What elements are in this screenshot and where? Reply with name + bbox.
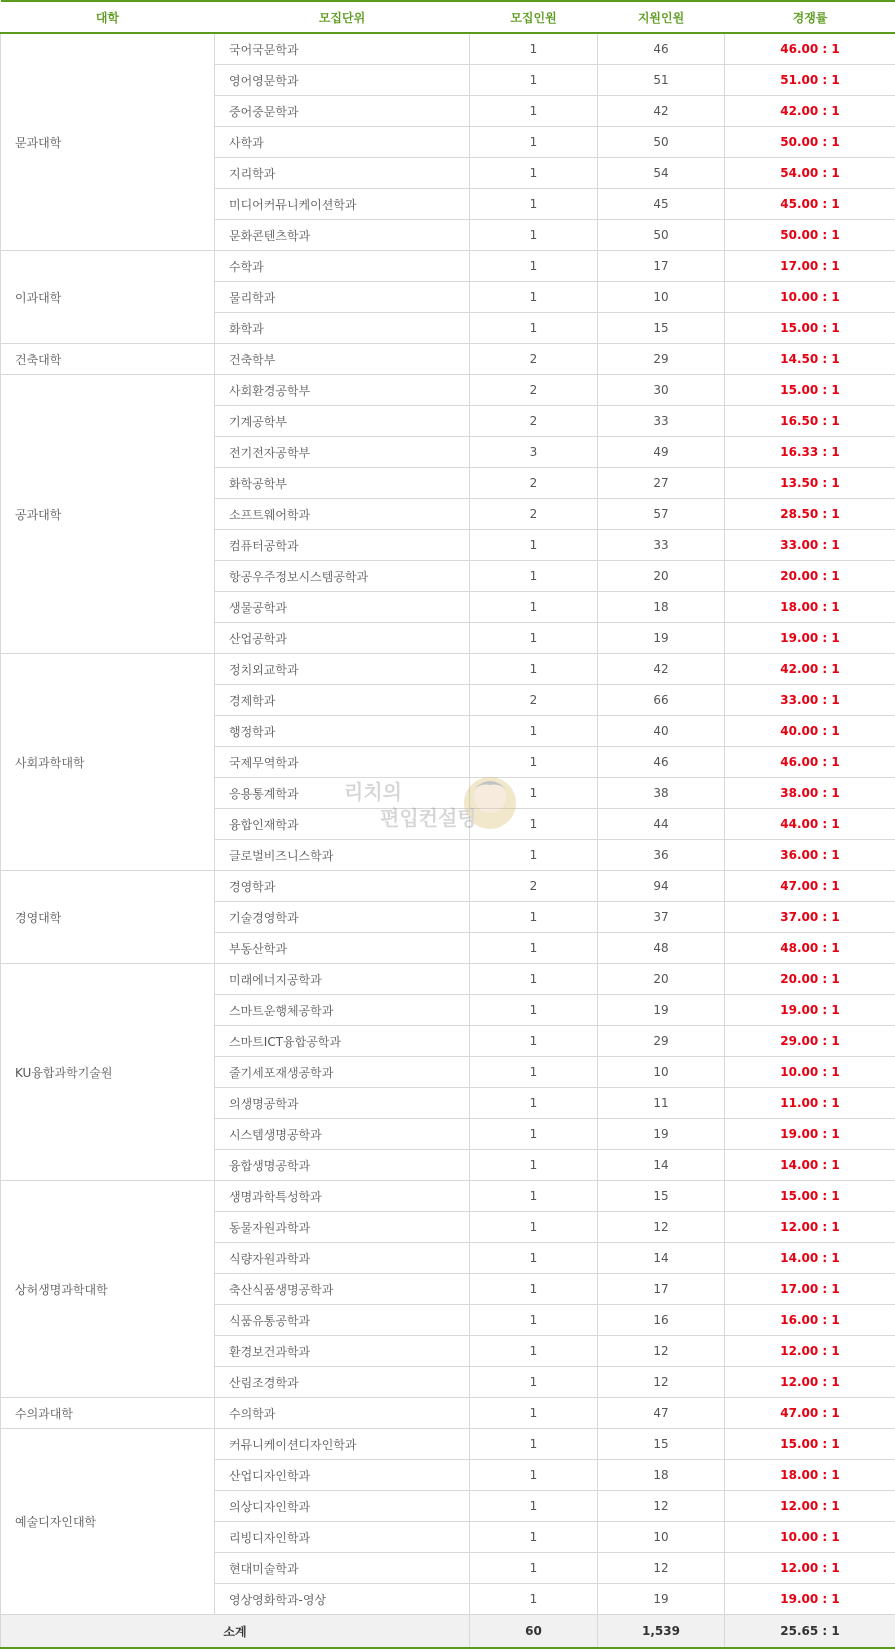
quota-cell: 1	[470, 96, 598, 127]
unit-cell: 융합인재학과	[215, 809, 470, 840]
applicants-cell: 42	[598, 654, 725, 685]
rate-cell: 17.00 : 1	[725, 1274, 895, 1305]
quota-cell: 2	[470, 344, 598, 375]
quota-cell: 1	[470, 1212, 598, 1243]
table-row	[1, 251, 895, 282]
unit-cell: 식량자원과학과	[215, 1243, 470, 1274]
quota-cell: 1	[470, 65, 598, 96]
quota-cell: 1	[470, 1057, 598, 1088]
applicants-cell: 50	[598, 220, 725, 251]
rate-cell: 16.00 : 1	[725, 1305, 895, 1336]
rate-cell: 50.00 : 1	[725, 220, 895, 251]
applicants-cell: 14	[598, 1150, 725, 1181]
rate-cell: 36.00 : 1	[725, 840, 895, 871]
applicants-cell: 18	[598, 592, 725, 623]
unit-cell: 컴퓨터공학과	[215, 530, 470, 561]
rate-cell: 28.50 : 1	[725, 499, 895, 530]
table-row	[1, 33, 895, 65]
rate-cell: 37.00 : 1	[725, 902, 895, 933]
unit-cell: 화학과	[215, 313, 470, 344]
rate-cell: 14.00 : 1	[725, 1150, 895, 1181]
quota-cell: 1	[470, 1243, 598, 1274]
college-cell: 공과대학	[1, 375, 215, 654]
rate-cell: 19.00 : 1	[725, 1119, 895, 1150]
unit-cell: 커뮤니케이션디자인학과	[215, 1429, 470, 1460]
unit-cell: 행정학과	[215, 716, 470, 747]
unit-cell: 수학과	[215, 251, 470, 282]
applicants-cell: 19	[598, 623, 725, 654]
unit-cell: 경영학과	[215, 871, 470, 902]
quota-cell: 1	[470, 313, 598, 344]
rate-cell: 11.00 : 1	[725, 1088, 895, 1119]
unit-cell: 생명과학특성학과	[215, 1181, 470, 1212]
unit-cell: 응용통계학과	[215, 778, 470, 809]
rate-cell: 16.50 : 1	[725, 406, 895, 437]
table-row	[1, 344, 895, 375]
rate-cell: 47.00 : 1	[725, 871, 895, 902]
unit-cell: 글로벌비즈니스학과	[215, 840, 470, 871]
applicants-cell: 57	[598, 499, 725, 530]
table-row	[1, 654, 895, 685]
unit-cell: 현대미술학과	[215, 1553, 470, 1584]
table-row	[1, 964, 895, 995]
rate-cell: 14.50 : 1	[725, 344, 895, 375]
header-unit: 모집단위	[215, 1, 470, 33]
applicants-cell: 11	[598, 1088, 725, 1119]
quota-cell: 1	[470, 1522, 598, 1553]
applicants-cell: 17	[598, 251, 725, 282]
unit-cell: 미디어커뮤니케이션학과	[215, 189, 470, 220]
applicants-cell: 45	[598, 189, 725, 220]
unit-cell: 지리학과	[215, 158, 470, 189]
unit-cell: 정치외교학과	[215, 654, 470, 685]
unit-cell: 식품유통공학과	[215, 1305, 470, 1336]
unit-cell: 소프트웨어학과	[215, 499, 470, 530]
applicants-cell: 12	[598, 1367, 725, 1398]
rate-cell: 15.00 : 1	[725, 375, 895, 406]
quota-cell: 1	[470, 1491, 598, 1522]
quota-cell: 1	[470, 1305, 598, 1336]
unit-cell: 스마트ICT융합공학과	[215, 1026, 470, 1057]
unit-cell: 물리학과	[215, 282, 470, 313]
rate-cell: 42.00 : 1	[725, 654, 895, 685]
rate-cell: 15.00 : 1	[725, 313, 895, 344]
applicants-cell: 30	[598, 375, 725, 406]
quota-cell: 1	[470, 1336, 598, 1367]
quota-cell: 2	[470, 871, 598, 902]
rate-cell: 16.33 : 1	[725, 437, 895, 468]
quota-cell: 2	[470, 499, 598, 530]
quota-cell: 3	[470, 437, 598, 468]
quota-cell: 1	[470, 933, 598, 964]
quota-cell: 1	[470, 1274, 598, 1305]
rate-cell: 10.00 : 1	[725, 1522, 895, 1553]
rate-cell: 12.00 : 1	[725, 1336, 895, 1367]
rate-cell: 33.00 : 1	[725, 685, 895, 716]
quota-cell: 1	[470, 1026, 598, 1057]
total-row	[1, 1615, 895, 1649]
applicants-cell: 15	[598, 313, 725, 344]
college-cell: 사회과학대학	[1, 654, 215, 871]
rate-cell: 18.00 : 1	[725, 1460, 895, 1491]
rate-cell: 12.00 : 1	[725, 1367, 895, 1398]
quota-cell: 1	[470, 747, 598, 778]
rate-cell: 12.00 : 1	[725, 1491, 895, 1522]
rate-cell: 15.00 : 1	[725, 1181, 895, 1212]
rate-cell: 12.00 : 1	[725, 1553, 895, 1584]
quota-cell: 1	[470, 158, 598, 189]
unit-cell: 줄기세포재생공학과	[215, 1057, 470, 1088]
unit-cell: 영어영문학과	[215, 65, 470, 96]
applicants-cell: 66	[598, 685, 725, 716]
rate-cell: 19.00 : 1	[725, 623, 895, 654]
unit-cell: 부동산학과	[215, 933, 470, 964]
applicants-cell: 50	[598, 127, 725, 158]
rate-cell: 48.00 : 1	[725, 933, 895, 964]
quota-cell: 2	[470, 468, 598, 499]
applicants-cell: 48	[598, 933, 725, 964]
college-cell: 경영대학	[1, 871, 215, 964]
rate-cell: 45.00 : 1	[725, 189, 895, 220]
applicants-cell: 15	[598, 1181, 725, 1212]
unit-cell: 동물자원과학과	[215, 1212, 470, 1243]
rate-cell: 13.50 : 1	[725, 468, 895, 499]
rate-cell: 42.00 : 1	[725, 96, 895, 127]
rate-cell: 38.00 : 1	[725, 778, 895, 809]
applicants-cell: 38	[598, 778, 725, 809]
unit-cell: 융합생명공학과	[215, 1150, 470, 1181]
applicants-cell: 20	[598, 964, 725, 995]
unit-cell: 국제무역학과	[215, 747, 470, 778]
quota-cell: 1	[470, 1150, 598, 1181]
unit-cell: 사회환경공학부	[215, 375, 470, 406]
applicants-cell: 44	[598, 809, 725, 840]
unit-cell: 전기전자공학부	[215, 437, 470, 468]
applicants-cell: 33	[598, 406, 725, 437]
applicants-cell: 42	[598, 96, 725, 127]
total-applicants: 1,539	[598, 1615, 725, 1649]
unit-cell: 산업디자인학과	[215, 1460, 470, 1491]
unit-cell: 산림조경학과	[215, 1367, 470, 1398]
rate-cell: 20.00 : 1	[725, 561, 895, 592]
quota-cell: 1	[470, 654, 598, 685]
quota-cell: 1	[470, 902, 598, 933]
applicants-cell: 10	[598, 1522, 725, 1553]
applicants-cell: 19	[598, 995, 725, 1026]
unit-cell: 의상디자인학과	[215, 1491, 470, 1522]
applicants-cell: 10	[598, 1057, 725, 1088]
applicants-cell: 47	[598, 1398, 725, 1429]
table-row	[1, 1429, 895, 1460]
quota-cell: 1	[470, 220, 598, 251]
applicants-cell: 17	[598, 1274, 725, 1305]
rate-cell: 10.00 : 1	[725, 282, 895, 313]
unit-cell: 영상영화학과-영상	[215, 1584, 470, 1615]
unit-cell: 의생명공학과	[215, 1088, 470, 1119]
header-quota: 모집인원	[470, 1, 598, 33]
quota-cell: 1	[470, 623, 598, 654]
unit-cell: 사학과	[215, 127, 470, 158]
total-label: 소계	[1, 1615, 470, 1649]
applicants-cell: 27	[598, 468, 725, 499]
rate-cell: 19.00 : 1	[725, 995, 895, 1026]
college-cell: 이과대학	[1, 251, 215, 344]
quota-cell: 1	[470, 809, 598, 840]
rate-cell: 54.00 : 1	[725, 158, 895, 189]
rate-cell: 17.00 : 1	[725, 251, 895, 282]
applicants-cell: 29	[598, 1026, 725, 1057]
unit-cell: 중어중문학과	[215, 96, 470, 127]
unit-cell: 스마트운행체공학과	[215, 995, 470, 1026]
college-cell: 문과대학	[1, 33, 215, 251]
quota-cell: 1	[470, 1460, 598, 1491]
table-row	[1, 871, 895, 902]
quota-cell: 1	[470, 1367, 598, 1398]
svg-text:리치의: 리치의	[344, 780, 402, 804]
applicants-cell: 19	[598, 1119, 725, 1150]
rate-cell: 18.00 : 1	[725, 592, 895, 623]
rate-cell: 46.00 : 1	[725, 33, 895, 65]
rate-cell: 50.00 : 1	[725, 127, 895, 158]
college-cell: 수의과대학	[1, 1398, 215, 1429]
unit-cell: 국어국문학과	[215, 33, 470, 65]
quota-cell: 1	[470, 1088, 598, 1119]
applicants-cell: 12	[598, 1553, 725, 1584]
quota-cell: 1	[470, 840, 598, 871]
unit-cell: 산업공학과	[215, 623, 470, 654]
header-rate: 경쟁률	[725, 1, 895, 33]
applicants-cell: 20	[598, 561, 725, 592]
college-cell: 예술디자인대학	[1, 1429, 215, 1615]
quota-cell: 2	[470, 406, 598, 437]
unit-cell: 리빙디자인학과	[215, 1522, 470, 1553]
table-row	[1, 375, 895, 406]
applicants-cell: 37	[598, 902, 725, 933]
rate-cell: 33.00 : 1	[725, 530, 895, 561]
rate-cell: 19.00 : 1	[725, 1584, 895, 1615]
quota-cell: 1	[470, 1181, 598, 1212]
quota-cell: 1	[470, 592, 598, 623]
quota-cell: 2	[470, 375, 598, 406]
quota-cell: 1	[470, 530, 598, 561]
total-quota: 60	[470, 1615, 598, 1649]
applicants-cell: 12	[598, 1212, 725, 1243]
quota-cell: 1	[470, 33, 598, 65]
unit-cell: 생물공학과	[215, 592, 470, 623]
applicants-cell: 33	[598, 530, 725, 561]
applicants-cell: 19	[598, 1584, 725, 1615]
unit-cell: 화학공학부	[215, 468, 470, 499]
applicants-cell: 49	[598, 437, 725, 468]
quota-cell: 1	[470, 282, 598, 313]
quota-cell: 1	[470, 964, 598, 995]
quota-cell: 2	[470, 685, 598, 716]
rate-cell: 40.00 : 1	[725, 716, 895, 747]
rate-cell: 12.00 : 1	[725, 1212, 895, 1243]
rate-cell: 20.00 : 1	[725, 964, 895, 995]
header-college: 대학	[1, 1, 215, 33]
quota-cell: 1	[470, 716, 598, 747]
unit-cell: 기계공학부	[215, 406, 470, 437]
svg-text:편입컨설팅: 편입컨설팅	[380, 806, 477, 830]
quota-cell: 1	[470, 561, 598, 592]
applicants-cell: 54	[598, 158, 725, 189]
quota-cell: 1	[470, 995, 598, 1026]
unit-cell: 환경보건과학과	[215, 1336, 470, 1367]
quota-cell: 1	[470, 189, 598, 220]
unit-cell: 수의학과	[215, 1398, 470, 1429]
table-body	[1, 33, 895, 1615]
unit-cell: 경제학과	[215, 685, 470, 716]
applicants-cell: 40	[598, 716, 725, 747]
applicants-cell: 46	[598, 747, 725, 778]
applicants-cell: 46	[598, 33, 725, 65]
applicants-cell: 94	[598, 871, 725, 902]
applicants-cell: 15	[598, 1429, 725, 1460]
college-cell: 건축대학	[1, 344, 215, 375]
applicants-cell: 16	[598, 1305, 725, 1336]
applicants-cell: 10	[598, 282, 725, 313]
header-applicants: 지원인원	[598, 1, 725, 33]
quota-cell: 1	[470, 127, 598, 158]
unit-cell: 축산식품생명공학과	[215, 1274, 470, 1305]
applicants-cell: 36	[598, 840, 725, 871]
unit-cell: 시스템생명공학과	[215, 1119, 470, 1150]
rate-cell: 14.00 : 1	[725, 1243, 895, 1274]
quota-cell: 1	[470, 778, 598, 809]
college-cell: KU융합과학기술원	[1, 964, 215, 1181]
rate-cell: 51.00 : 1	[725, 65, 895, 96]
applicants-cell: 18	[598, 1460, 725, 1491]
applicants-cell: 14	[598, 1243, 725, 1274]
table-row	[1, 1398, 895, 1429]
rate-cell: 47.00 : 1	[725, 1398, 895, 1429]
rate-cell: 10.00 : 1	[725, 1057, 895, 1088]
quota-cell: 1	[470, 1119, 598, 1150]
table-row	[1, 1181, 895, 1212]
unit-cell: 문화콘텐츠학과	[215, 220, 470, 251]
applicants-cell: 12	[598, 1491, 725, 1522]
applicants-cell: 29	[598, 344, 725, 375]
quota-cell: 1	[470, 1398, 598, 1429]
quota-cell: 1	[470, 1429, 598, 1460]
college-cell: 상허생명과학대학	[1, 1181, 215, 1398]
header-row	[1, 1, 895, 33]
quota-cell: 1	[470, 1553, 598, 1584]
applicants-cell: 12	[598, 1336, 725, 1367]
quota-cell: 1	[470, 251, 598, 282]
rate-cell: 29.00 : 1	[725, 1026, 895, 1057]
rate-cell: 46.00 : 1	[725, 747, 895, 778]
quota-cell: 1	[470, 1584, 598, 1615]
applicants-cell: 51	[598, 65, 725, 96]
unit-cell: 미래에너지공학과	[215, 964, 470, 995]
unit-cell: 항공우주정보시스템공학과	[215, 561, 470, 592]
total-rate: 25.65 : 1	[725, 1615, 895, 1649]
unit-cell: 건축학부	[215, 344, 470, 375]
rate-cell: 15.00 : 1	[725, 1429, 895, 1460]
unit-cell: 기술경영학과	[215, 902, 470, 933]
rate-cell: 44.00 : 1	[725, 809, 895, 840]
